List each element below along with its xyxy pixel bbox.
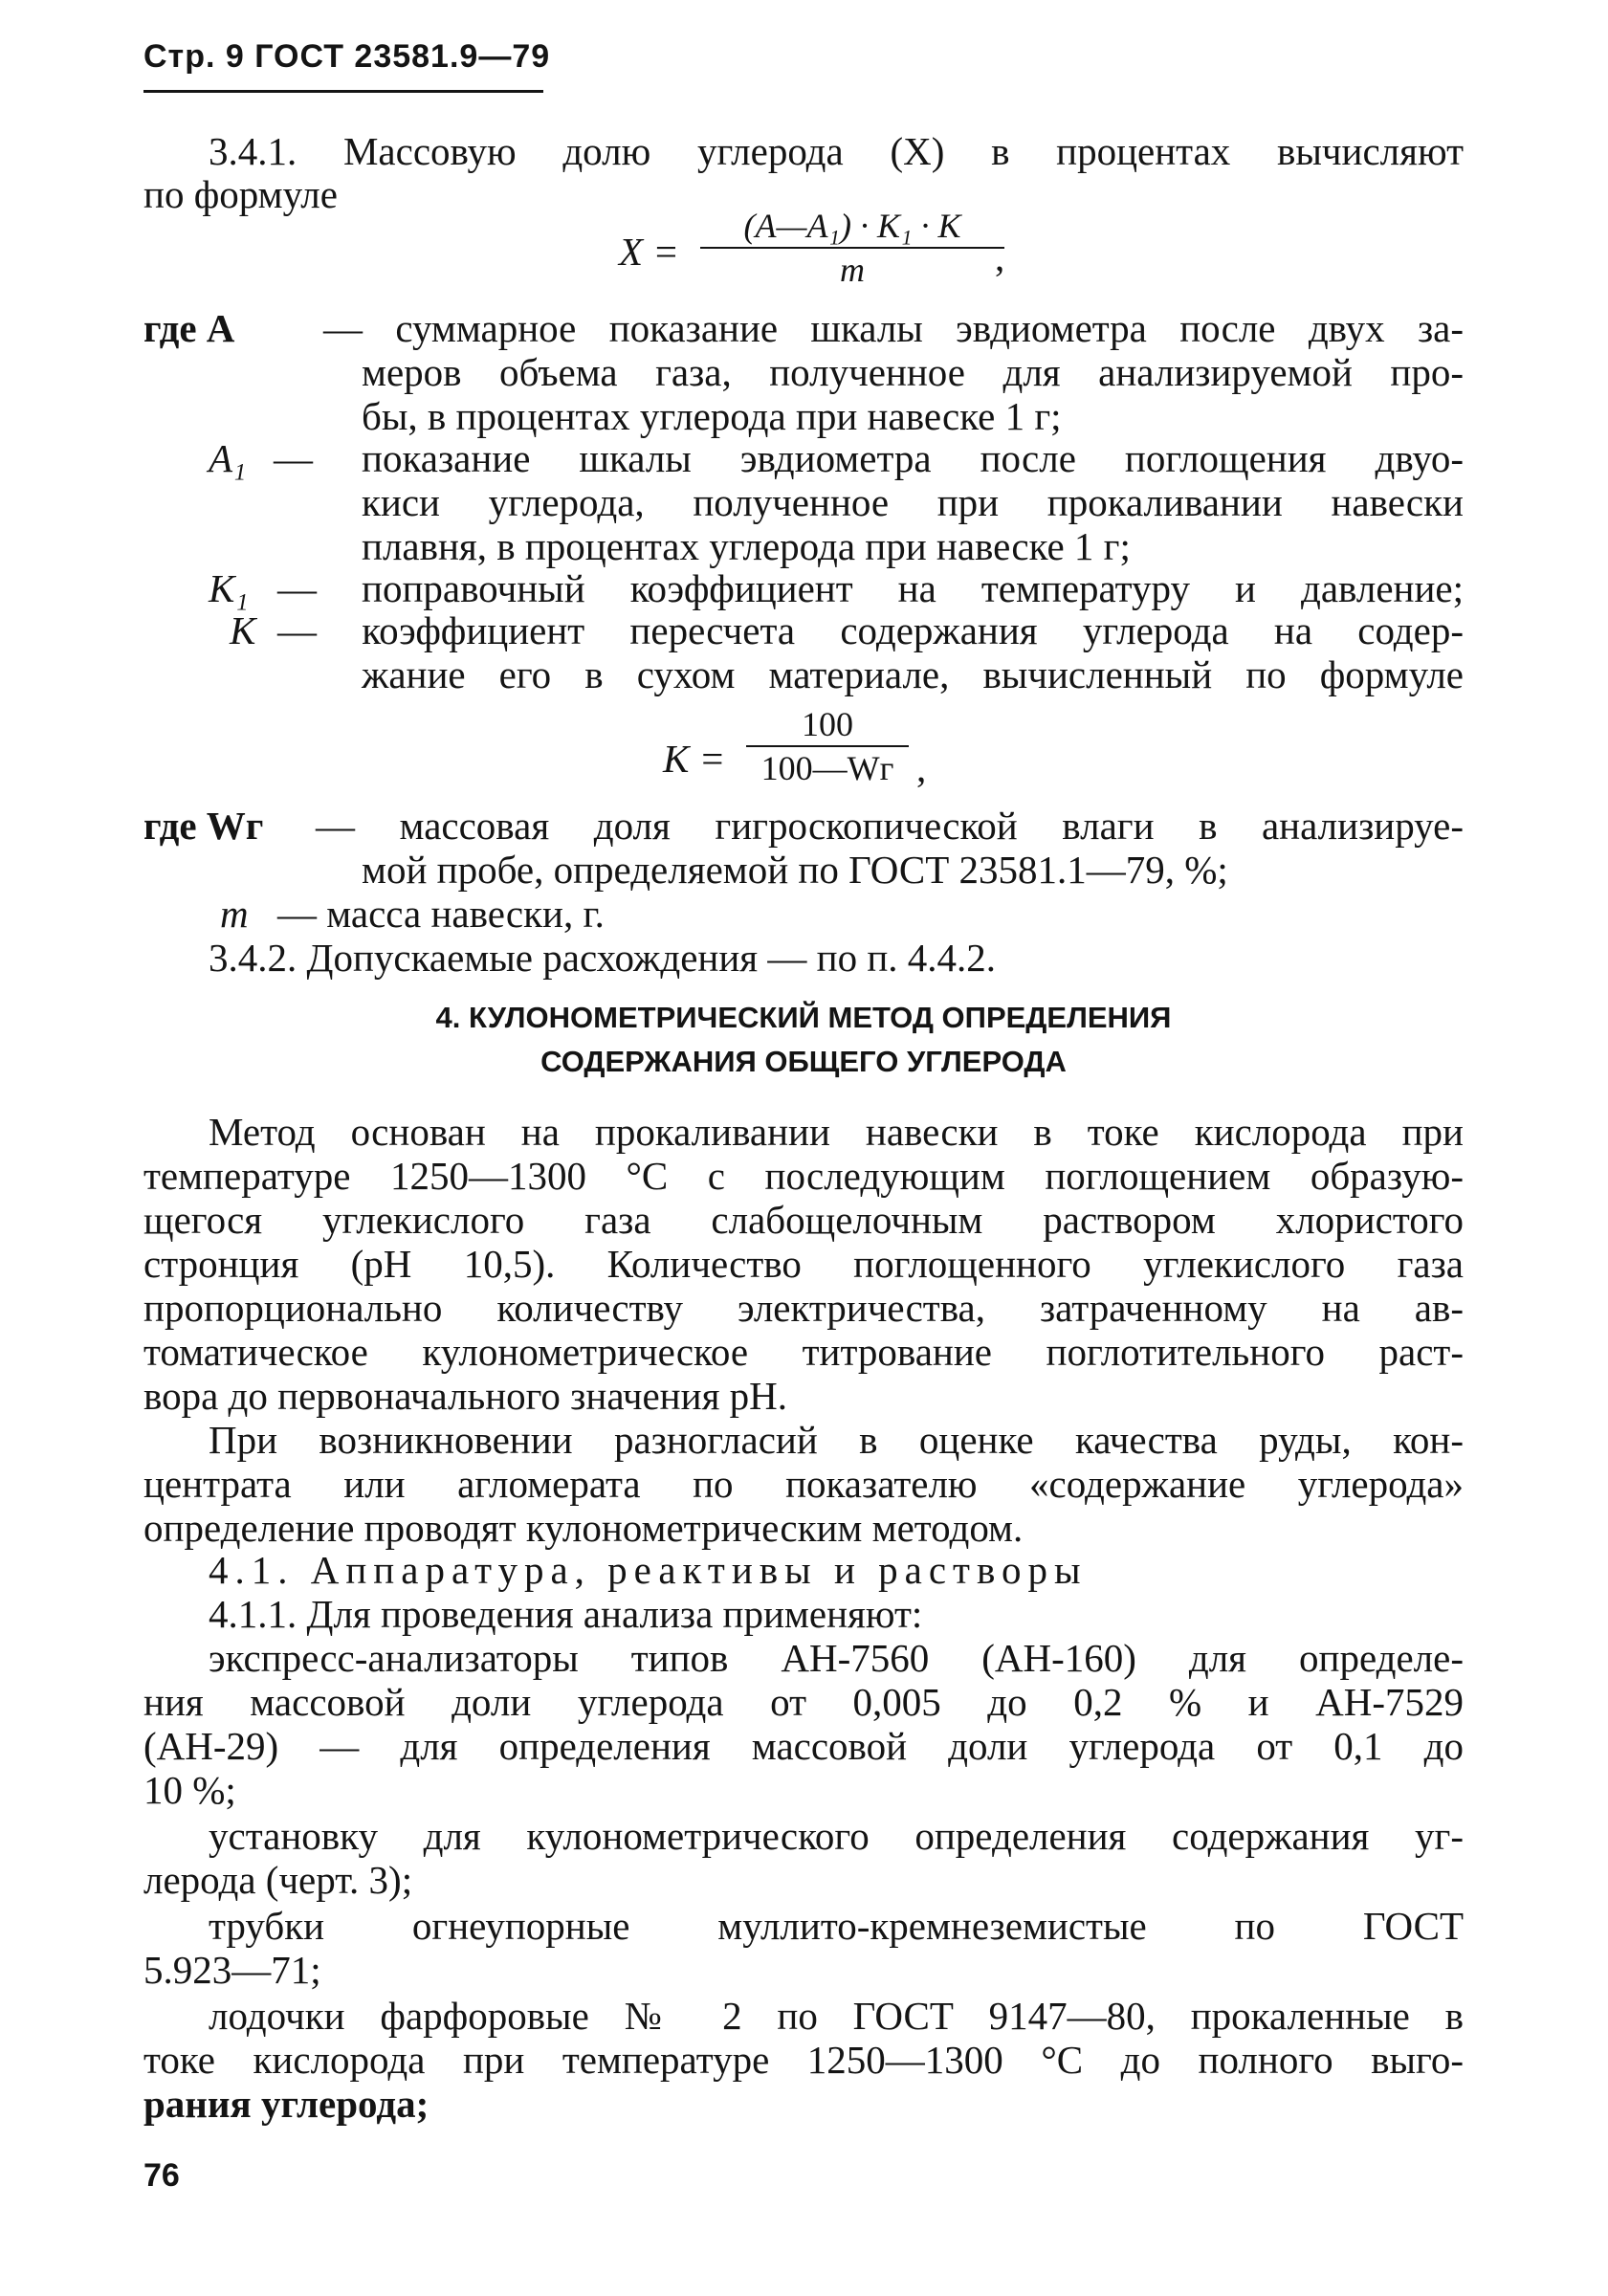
def-w-line1: — массовая доля гигроскопической влаги в анализируе-	[316, 804, 1464, 848]
def-a-line3: бы, в процентах углерода при навеске 1 г;	[362, 394, 1062, 438]
def-m-symbol: m	[220, 892, 249, 936]
formula1-denominator: m	[840, 251, 865, 289]
def-m-line1: — масса навески, г.	[277, 892, 605, 936]
def-k-symbol: K	[230, 608, 256, 652]
item4-line3: рания углерода;	[143, 2082, 430, 2126]
para1-line2: температуре 1250—1300 °С с последующим поглощением образую-	[143, 1154, 1464, 1198]
s341-line2: по формуле	[143, 172, 338, 216]
section4-title-line1: 4. КУЛОНОМЕТРИЧЕСКИЙ МЕТОД ОПРЕДЕЛЕНИЯ	[435, 1001, 1172, 1034]
def-k1-line1: — поправочный коэффициент на температуру и давление;	[277, 566, 1464, 610]
item1-line3: (АН-29) — для определения массовой доли углерода от 0,1 до	[143, 1724, 1464, 1768]
para1-line6: томатическое кулонометрическое титрование поглотительного раст-	[143, 1330, 1464, 1374]
def-w-symbol: где Wг	[143, 804, 264, 848]
s342: 3.4.2. Допускаемые расхождения — по п. 4.4.2.	[209, 936, 997, 980]
formula1-fraction	[700, 205, 1004, 291]
item4-line2: токе кислорода при температуре 1250—1300 °С до полного выго-	[143, 2038, 1464, 2082]
def-k-line1: — коэффициент пересчета содержания углерода на содер-	[277, 608, 1464, 652]
para1-line7: вора до первоначального значения рН.	[143, 1374, 788, 1418]
def-k1-symbol: K₁	[209, 566, 249, 610]
formula2-numerator: 100	[802, 705, 853, 743]
formula1-numerator: (A—A₁) · K₁ · K	[743, 207, 961, 245]
formula2-tail: ,	[916, 746, 927, 790]
def-a-line2: меров объема газа, полученное для анализируемой про-	[362, 350, 1464, 394]
def-a1-symbol: A₁	[209, 436, 247, 480]
def-w-line2: мой пробе, определяемой по ГОСТ 23581.1—79, %;	[362, 848, 1228, 892]
s41-heading: 4.1. Аппаратура, реактивы и растворы	[209, 1548, 1088, 1592]
page-number: 76	[143, 2157, 180, 2194]
def-k-line2: жание его в сухом материале, вычисленный по формуле	[362, 652, 1464, 696]
formula1-lhs: X =	[619, 230, 679, 274]
item1-line1: экспресс-анализаторы типов АН-7560 (АН-160) для определе-	[209, 1636, 1464, 1680]
formula1-tail: ,	[995, 235, 1005, 279]
item3-line2: 5.923—71;	[143, 1948, 321, 1992]
item2-line1: установку для кулонометрического определения содержания уг-	[209, 1814, 1464, 1858]
formula2-denominator: 100—Wг	[760, 749, 894, 787]
para1-line3: щегося углекислого газа слабощелочным раствором хлористого	[143, 1198, 1464, 1242]
section4-title-line2: СОДЕРЖАНИЯ ОБЩЕГО УГЛЕРОДА	[540, 1045, 1067, 1078]
item3-line1: трубки огнеупорные муллито-кремнеземистые по ГОСТ	[209, 1904, 1464, 1948]
item1-line4: 10 %;	[143, 1768, 236, 1812]
page-header: Стр. 9 ГОСТ 23581.9—79	[143, 38, 551, 75]
formula2-lhs: K =	[663, 737, 726, 781]
item2-line2: лерода (черт. 3);	[143, 1858, 413, 1902]
item4-line1: лодочки фарфоровые № 2 по ГОСТ 9147—80, прокаленные в	[209, 1994, 1464, 2038]
formula2-fraction	[746, 703, 909, 789]
def-a1-line1: — показание шкалы эвдиометра после поглощения двуо-	[274, 436, 1464, 480]
def-a1-line2: киси углерода, полученное при прокаливании навески	[362, 480, 1464, 524]
para2-line2: центрата или агломерата по показателю «содержание углерода»	[143, 1462, 1464, 1506]
def-a-line1: — суммарное показание шкалы эвдиометра после двух за-	[323, 306, 1464, 350]
para1-line5: пропорционально количеству электричества, затраченному на ав-	[143, 1286, 1464, 1330]
s411: 4.1.1. Для проведения анализа применяют:	[209, 1592, 923, 1636]
para1-line1: Метод основан на прокаливании навески в токе кислорода при	[209, 1110, 1464, 1154]
para2-line1: При возникновении разногласий в оценке качества руды, кон-	[209, 1418, 1464, 1462]
item1-line2: ния массовой доли углерода от 0,005 до 0,2 % и АН-7529	[143, 1680, 1464, 1724]
def-a1-line3: плавня, в процентах углерода при навеске 1 г;	[362, 524, 1131, 568]
header-rule	[143, 90, 543, 93]
para1-line4: стронция (рН 10,5). Количество поглощенного углекислого газа	[143, 1242, 1464, 1286]
s341-line1: 3.4.1. Массовую долю углерода (X) в процентах вычисляют	[209, 129, 1464, 173]
para2-line3: определение проводят кулонометрическим методом.	[143, 1506, 1024, 1550]
def-a-symbol: где A	[143, 306, 235, 350]
